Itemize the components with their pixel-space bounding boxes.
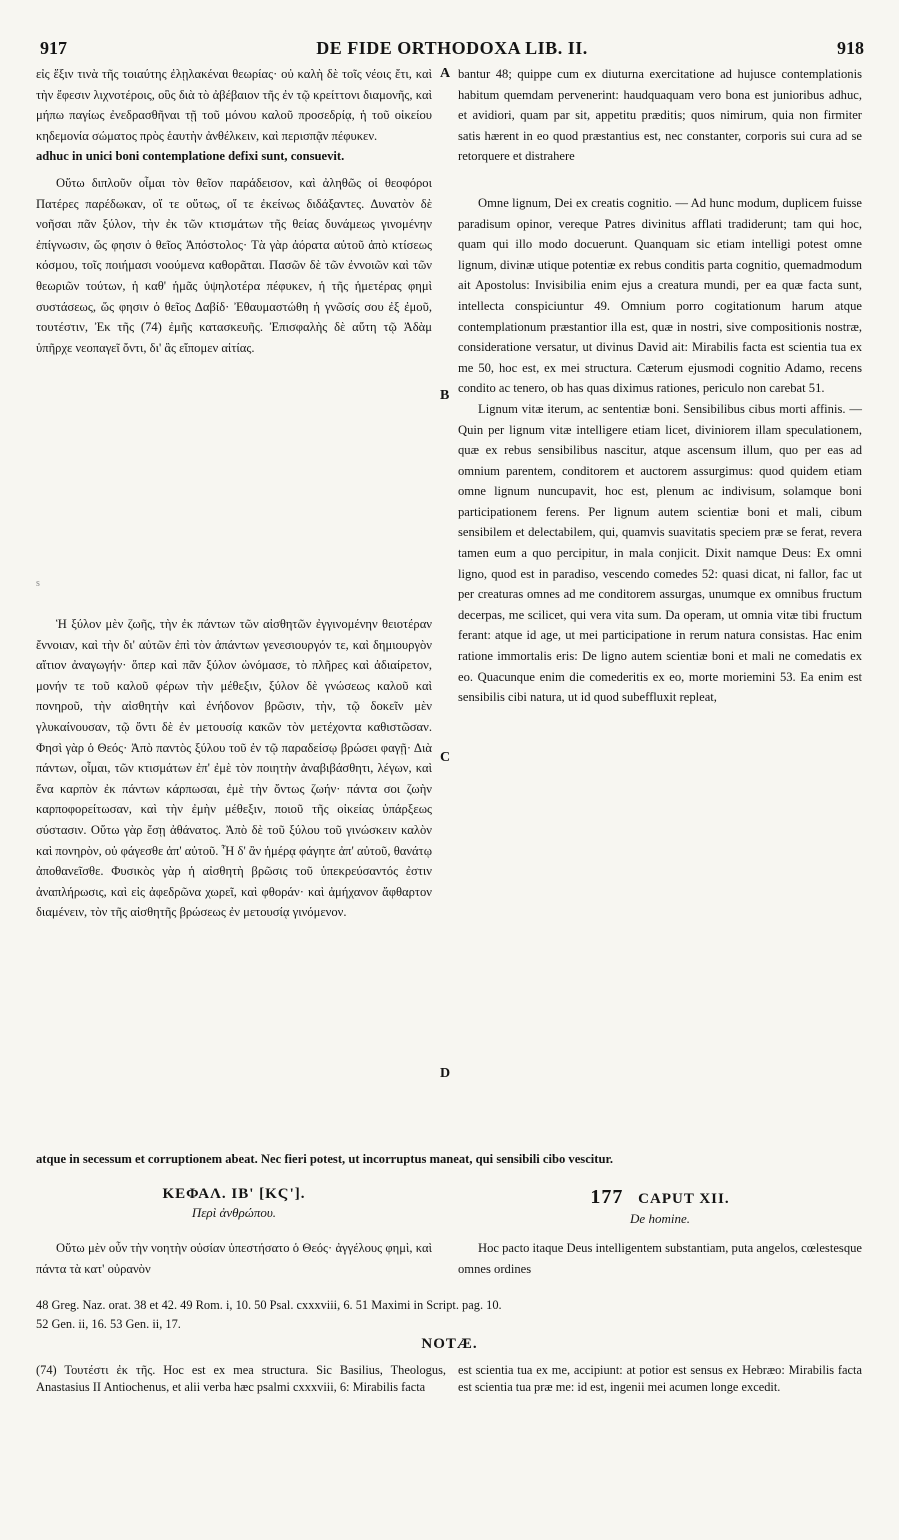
full-width-latin-line: atque in secessum et corruptionem abeat. Nec fieri potest, ut incorruptus maneat, qui sensibili cibo vescitur. (36, 1152, 614, 1166)
greek-chapter-text (36, 1238, 432, 1279)
footnote-line-2: 52 Gen. ii, 16. 53 Gen. ii, 17. (36, 1317, 181, 1331)
footnote-line-1: 48 Greg. Naz. orat. 38 et 42. 49 Rom. i, 10. 50 Psal. cxxxviii, 6. 51 Maximi in Script. pag. 10. (36, 1298, 502, 1312)
greek-chapter-title: ΚΕΦΑΛ. ΙΒ' [ΚϚ']. (162, 1186, 306, 1202)
footnotes (36, 1296, 862, 1334)
latin-chapter-paragraph: Hoc pacto itaque Deus intelligentem substantiam, puta angelos, cœlestesque omnes ordines (458, 1241, 863, 1276)
greek-column-bottom (36, 614, 432, 923)
greek-paragraph-3: Ἡ ξύλον μὲν ζωῆς, τὴν ἐκ πάντων τῶν αἰσθητῶν ἐγγινομένην θειοτέραν ἔννοιαν, καὶ τὴν δι' αὐτῶν ἐπὶ τὸν ἁπάντων γενεσιουργόν τε, καὶ δημιουργὸν αἴτιον ἀναγωγήν· ὅπερ καὶ πᾶν ξύλον ὠνόμασε, τὸ πλῆρες καὶ ἀδιαίρετον, μονήν τε τοῦ καλοῦ φέρων τὴν μέθεξιν, ξύλον δὲ γνώσεως καλοῦ καὶ πονηροῦ, τὴν αἰσθητὴν καὶ ἐνήδονον βρῶσιν, τὴν, τῷ δοκεῖν μὲν γλυκαίνουσαν, τῷ ὄντι δὲ ἐν μετουσίᾳ κακῶν τὸν μετέχοντα καθιστῶσαν. Φησὶ γὰρ ὁ Θεός· Ἀπὸ παντὸς ξύλου τοῦ ἐν τῷ παραδείσῳ βρώσει φαγῇ· Διὰ πάντων, οἶμαι, τῶν κτισμάτων ἐπ' ἐμὲ τὸν ποιητὴν ἀναβιβάσθητι, λέγων, καὶ ἕνα καρπὸν ἐκ πάντων κάρπωσαι, ἐμὲ τὴν ὄντως ζωήν· πάντα σοι ζωὴν καρποφορείτωσαν, καὶ τὴν ἐμὴν μέθεξιν, ποιοῦ τῆς οἰκείας ὑπάρξεως σύστασιν. Οὕτω γὰρ ἔσῃ ἀθάνατος. Ἀπὸ δὲ τοῦ ξύλου τοῦ γινώσκειν καλὸν καὶ πονηρὸν, οὐ φάγεσθε ἀπ' αὐτοῦ. Ἧ δ' ἂν ἡμέρᾳ φάγητε ἀπ' αὐτοῦ, θανάτῳ ἀποθανεῖσθε. Φυσικὸς γὰρ ἡ αἰσθητὴ βρῶσις τοῦ ὑπεκρεύσαντός ἐστιν ἀναπλήρωσις, καὶ εἰς ἀφεδρῶνα χωρεῖ, καὶ φθοράν· καὶ ἀμήχανον ἄφθαρτον διαμένειν, τὸν τῆς αἰσθητῆς βρώσεως ἐν μετουσίᾳ γινόμενον. (36, 617, 432, 920)
latin-column (458, 64, 862, 708)
page-number-right: 918 (837, 38, 864, 58)
section-marker-b: B (440, 388, 450, 403)
notes-left: (74) Τουτέστι ἐκ τῆς. Hoc est ex mea structura. Sic Basilius, Theologus, Anastasius II Antiochenus, et alii verba hæc psalmi cxxxviii, 6: Mirabilis facta (36, 1363, 446, 1394)
section-marker-c: C (440, 750, 451, 765)
running-header (40, 38, 864, 62)
greek-chapter-subtitle: Περὶ ἀνθρώπου. (191, 1205, 277, 1220)
column-number: 177 (590, 1186, 624, 1208)
notes-heading: NOTÆ. (421, 1336, 478, 1352)
latin-paragraph-1: bantur 48; quippe cum ex diuturna exercitatione ad hujusce contemplationis habitum quemdam pervenerint: haudquaquam vero bona est junioribus adhuc, et avidiori, quam par sit, appetitu præditis; quos nimirum, quia non firmiter satis hærent in eo quod præstantius est, nec constanter, corporis sui cura ad se retorquere et distrahere (458, 67, 862, 164)
notes-right: est scientia tua ex me, accipiunt: at potior est sensus ex Hebræo: Mirabilis facta est scientia tua præ me: id est, ingenii mei acumen longe excedit. (458, 1363, 862, 1394)
greek-chapter-heading (36, 1186, 432, 1221)
latin-chapter-title: CAPUT XII. (638, 1191, 730, 1207)
running-title: DE FIDE ORTHODOXA LIB. II. (316, 38, 588, 58)
greek-paragraph-1: εἰς ἕξιν τινὰ τῆς τοιαύτης ἐλῃλακέναι θεωρίας· οὐ καλὴ δὲ τοῖς νέοις ἔτι, καὶ τὴν ἔφεσιν λιχνοτέροις, οὓς διὰ τὸ ἀβέβαιον τῆς ἐν τῷ κρείττονι διαμονῆς, καὶ μήπω παγίως ἐνεδρασθῆναι τῇ τοῦ μόνου καλοῦ προσεδρίᾳ, ἡ τοῦ οἰκείου κηδεμονία σώματος πρὸς ἑαυτὴν ἀνθέλκειν, καὶ περισπᾷν πέφυκεν. (36, 67, 432, 143)
latin-chapter-text (458, 1238, 862, 1279)
latin-paragraph-2: Omne lignum, Dei ex creatis cognitio. — Ad hunc modum, duplicem fuisse paradisum opinor, vereque Patres divinitus afflati tradiderunt; tam qui hoc, quam qui illo modo docuerunt. Quanquam sic etiam intelligi potest omne lignum, divinæ utique potentiæ ex rebus conditis parta cognitio, quemadmodum ait Apostolus: Invisibilia enim ejus a creatura mundi, per ea quæ facta sunt, intellecta conspiciuntur 49. Omnium porro cogitationum harum atque contemplationum præstantior illa est, quæ in nostri, sive compositionis nostræ, consideratione versatur, ut divinus David ait: Mirabilis facta est scientia tua ex me 50, hoc est, ex mei structura. Cæterum ejusmodi cognitio Adamo, recens condito ac tenero, ob has quas diximus rationes, periculo non carebat 51. (458, 195, 862, 396)
latin-continuation-line: adhuc in unici boni contemplatione defixi sunt, consuevit. (36, 149, 345, 164)
margin-sigla: s (36, 578, 40, 589)
greek-paragraph-2: Οὕτω διπλοῦν οἶμαι τὸν θεῖον παράδεισον, καὶ ἀληθῶς οἱ θεοφόροι Πατέρες παρέδωκαν, οἵ τε οὕτως, οἵ τε ἐκείνως διδάξαντες. Δυνατὸν δὲ νοῆσαι πᾶν ξύλον, τὴν ἐκ τῶν κτισμάτων τῆς θείας δυνάμεως γινομένην ἐπίγνωσιν, ὥς φησιν ὁ θεῖος Ἀπόστολος· Τὰ γὰρ ἀόρατα αὐτοῦ ἀπὸ κτίσεως κόσμου, τοῖς ποιήμασι νοούμενα καθορᾶται. Πασῶν δὲ τῶν ἐννοιῶν καὶ τῶν θεωριῶν τούτων, ἡ καθ' ἡμᾶς ὑψηλοτέρα πέφυκεν, ἡ τῆς ἡμετέρας φημὶ συστάσεως, ὥς φησιν ὁ θεῖος Δαβίδ· Ἐθαυμαστώθη ἡ γνῶσίς σου ἐξ ἐμοῦ, τουτέστιν, Ἐκ τῆς (74) ἐμῆς κατασκευῆς. Ἐπισφαλὴς δὲ αὕτη τῷ Ἀδὰμ ὑπῆρχε νεοπαγεῖ ὄντι, δι' ἃς εἴπομεν αἰτίας. (36, 175, 432, 355)
latin-chapter-heading (458, 1186, 862, 1227)
page-number-left: 917 (40, 38, 67, 58)
section-marker-d: D (440, 1066, 451, 1081)
latin-paragraph-3: Lignum vitæ iterum, ac sententiæ boni. Sensibilibus cibus morti affinis. — Quin per lignum vitæ intelligere etiam licet, diviniorem illam speculationem, quæ ex rebus sensibilibus nascitur, atque ascensum illum, quo per eas ad omnium parentem, conditorem et auctorem assurgimus: quod quidem etiam omne lignum nuncupavit, hoc est, plenum ac indivisum, solamque boni participationem ferens. Per lignum autem scientiæ boni et mali, cibum sensibilem et delectabilem, qui, quamvis suavitatis speciem præ se ferat, revera tamen eum a quo percipitur, in mala conjicit. Dixit namque Deus: Ex omni ligno, quod est in paradiso, vescendo comedes 52: quasi dicat, ni fallor, fac ut per creaturas omnes ad me conditorem assurgas, unumque ex omnibus fructum decerpas, me scilicet, qui vera vita sum. Da operam, ut omnia vitæ tibi fructum ferant: atque id age, ut mei participatione in rerum natura consistas. Hac enim ratione immortalis eris: De ligno autem scientiæ boni et mali ne comedatis ex eo. Quacunque enim die comederitis ex eo, morte moriemini 53. Ea enim est sensibilis cibi natura, ut id quod subeffluxit repleat, (458, 401, 862, 705)
latin-chapter-subtitle: De homine. (630, 1211, 690, 1226)
section-marker-a: A (440, 66, 451, 81)
greek-chapter-paragraph: Οὕτω μὲν οὖν τὴν νοητὴν οὐσίαν ὑπεστήσατο ὁ Θεός· ἀγγέλους φημὶ, καὶ πάντα τὰ κατ' οὐρανὸν (36, 1241, 432, 1276)
greek-column-top (36, 64, 432, 358)
